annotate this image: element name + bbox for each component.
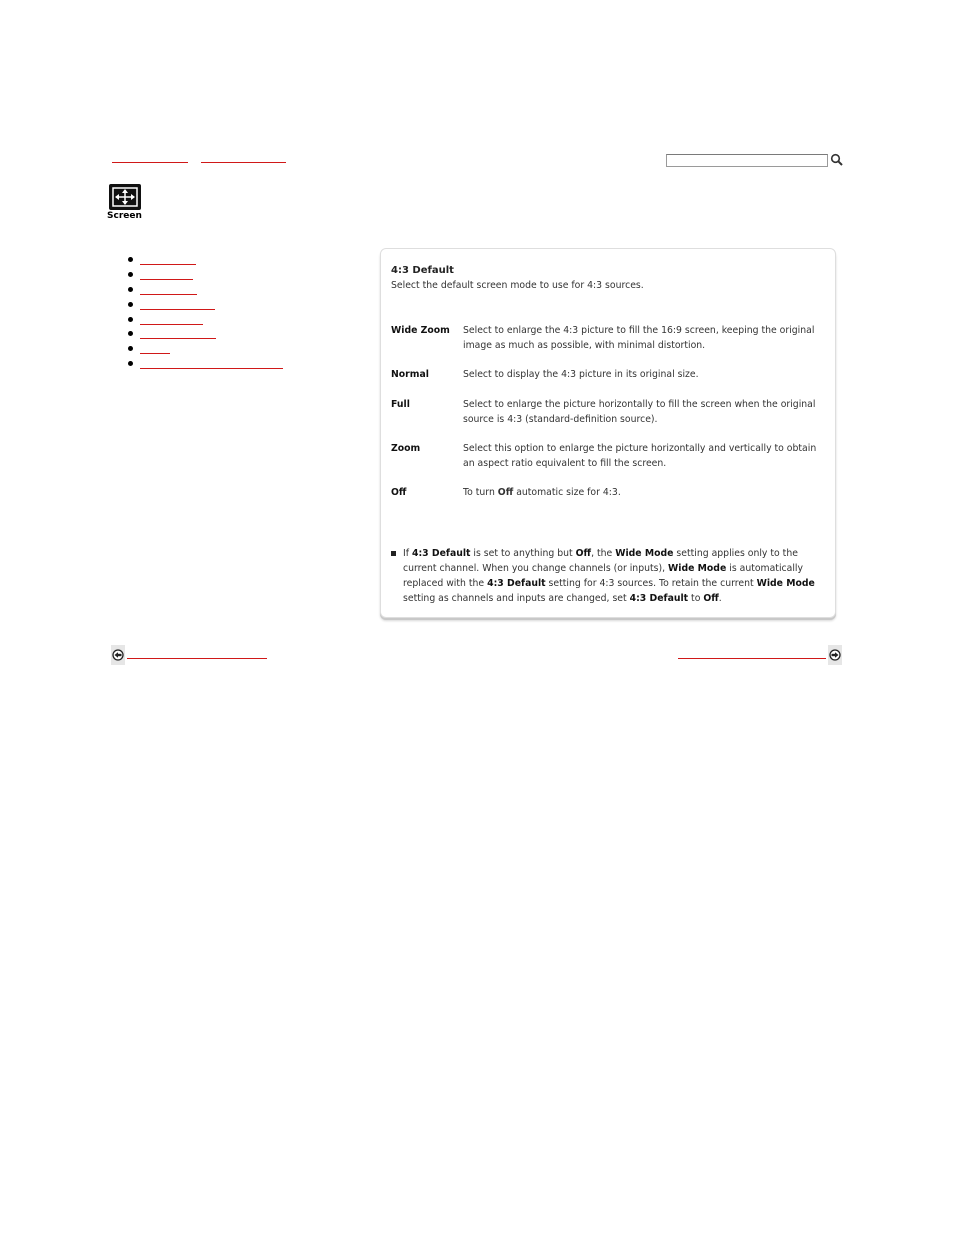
option-term: Normal [391,369,429,380]
bullet-icon [128,331,133,336]
bullet-icon [128,302,133,307]
bullet-icon [128,361,133,366]
sidebar-link[interactable] [140,294,197,295]
option-term: Zoom [391,443,421,454]
prev-button[interactable] [111,645,125,665]
next-button[interactable] [828,645,842,665]
bullet-icon [128,287,133,292]
option-definition: To turn Off automatic size for 4:3. [463,487,621,498]
arrow-left-circle-icon [111,645,125,665]
content-panel [380,248,836,618]
sidebar-link[interactable] [140,309,215,310]
bullet-icon [128,346,133,351]
option-definition: Select to enlarge the 4:3 picture to fill the 16:9 screen, keeping the original image as much as possible, with minimal distortion. [463,325,815,351]
sidebar-link[interactable] [140,353,170,354]
prev-link[interactable] [127,658,267,659]
option-term: Full [391,399,410,410]
search-icon [830,153,844,167]
option-term: Wide Zoom [391,325,450,336]
option-definition: Select this option to enlarge the picture horizontally and vertically to obtain an aspect ratio equivalent to fill the screen. [463,443,817,469]
sidebar-link[interactable] [140,338,216,339]
breadcrumb-link-2[interactable] [201,162,286,163]
sidebar-link[interactable] [140,368,283,369]
note-text: If 4:3 Default is set to anything but Off, the Wide Mode setting applies only to the current channel. When you change channels (or inputs), Wide Mode is automatically replaced with the 4:3 Default setting for 4:3 sources. To retain the current Wide Mode setting as channels and inputs are changed, set 4:3 Default to Off. [403,548,815,604]
breadcrumb-link-1[interactable] [112,162,188,163]
sidebar-link[interactable] [140,264,196,265]
sidebar-link[interactable] [140,324,203,325]
arrow-right-circle-icon [828,645,842,665]
bullet-icon [128,257,133,262]
option-definition: Select to display the 4:3 picture in its original size. [463,369,699,380]
next-link[interactable] [678,658,826,659]
option-term: Off [391,487,407,498]
panel-description: Select the default screen mode to use for 4:3 sources. [391,280,644,291]
option-definition: Select to enlarge the picture horizontally to fill the screen when the original source is 4:3 (standard-definition source). [463,399,816,425]
note-bullet-icon [391,551,396,556]
panel-title: 4:3 Default [391,265,454,276]
search-button[interactable] [830,152,844,166]
bullet-icon [128,272,133,277]
category-label: Screen [107,211,142,221]
screen-expand-arrows-icon [109,184,141,210]
search-input[interactable] [666,154,828,167]
bullet-icon [128,317,133,322]
sidebar-link[interactable] [140,279,193,280]
